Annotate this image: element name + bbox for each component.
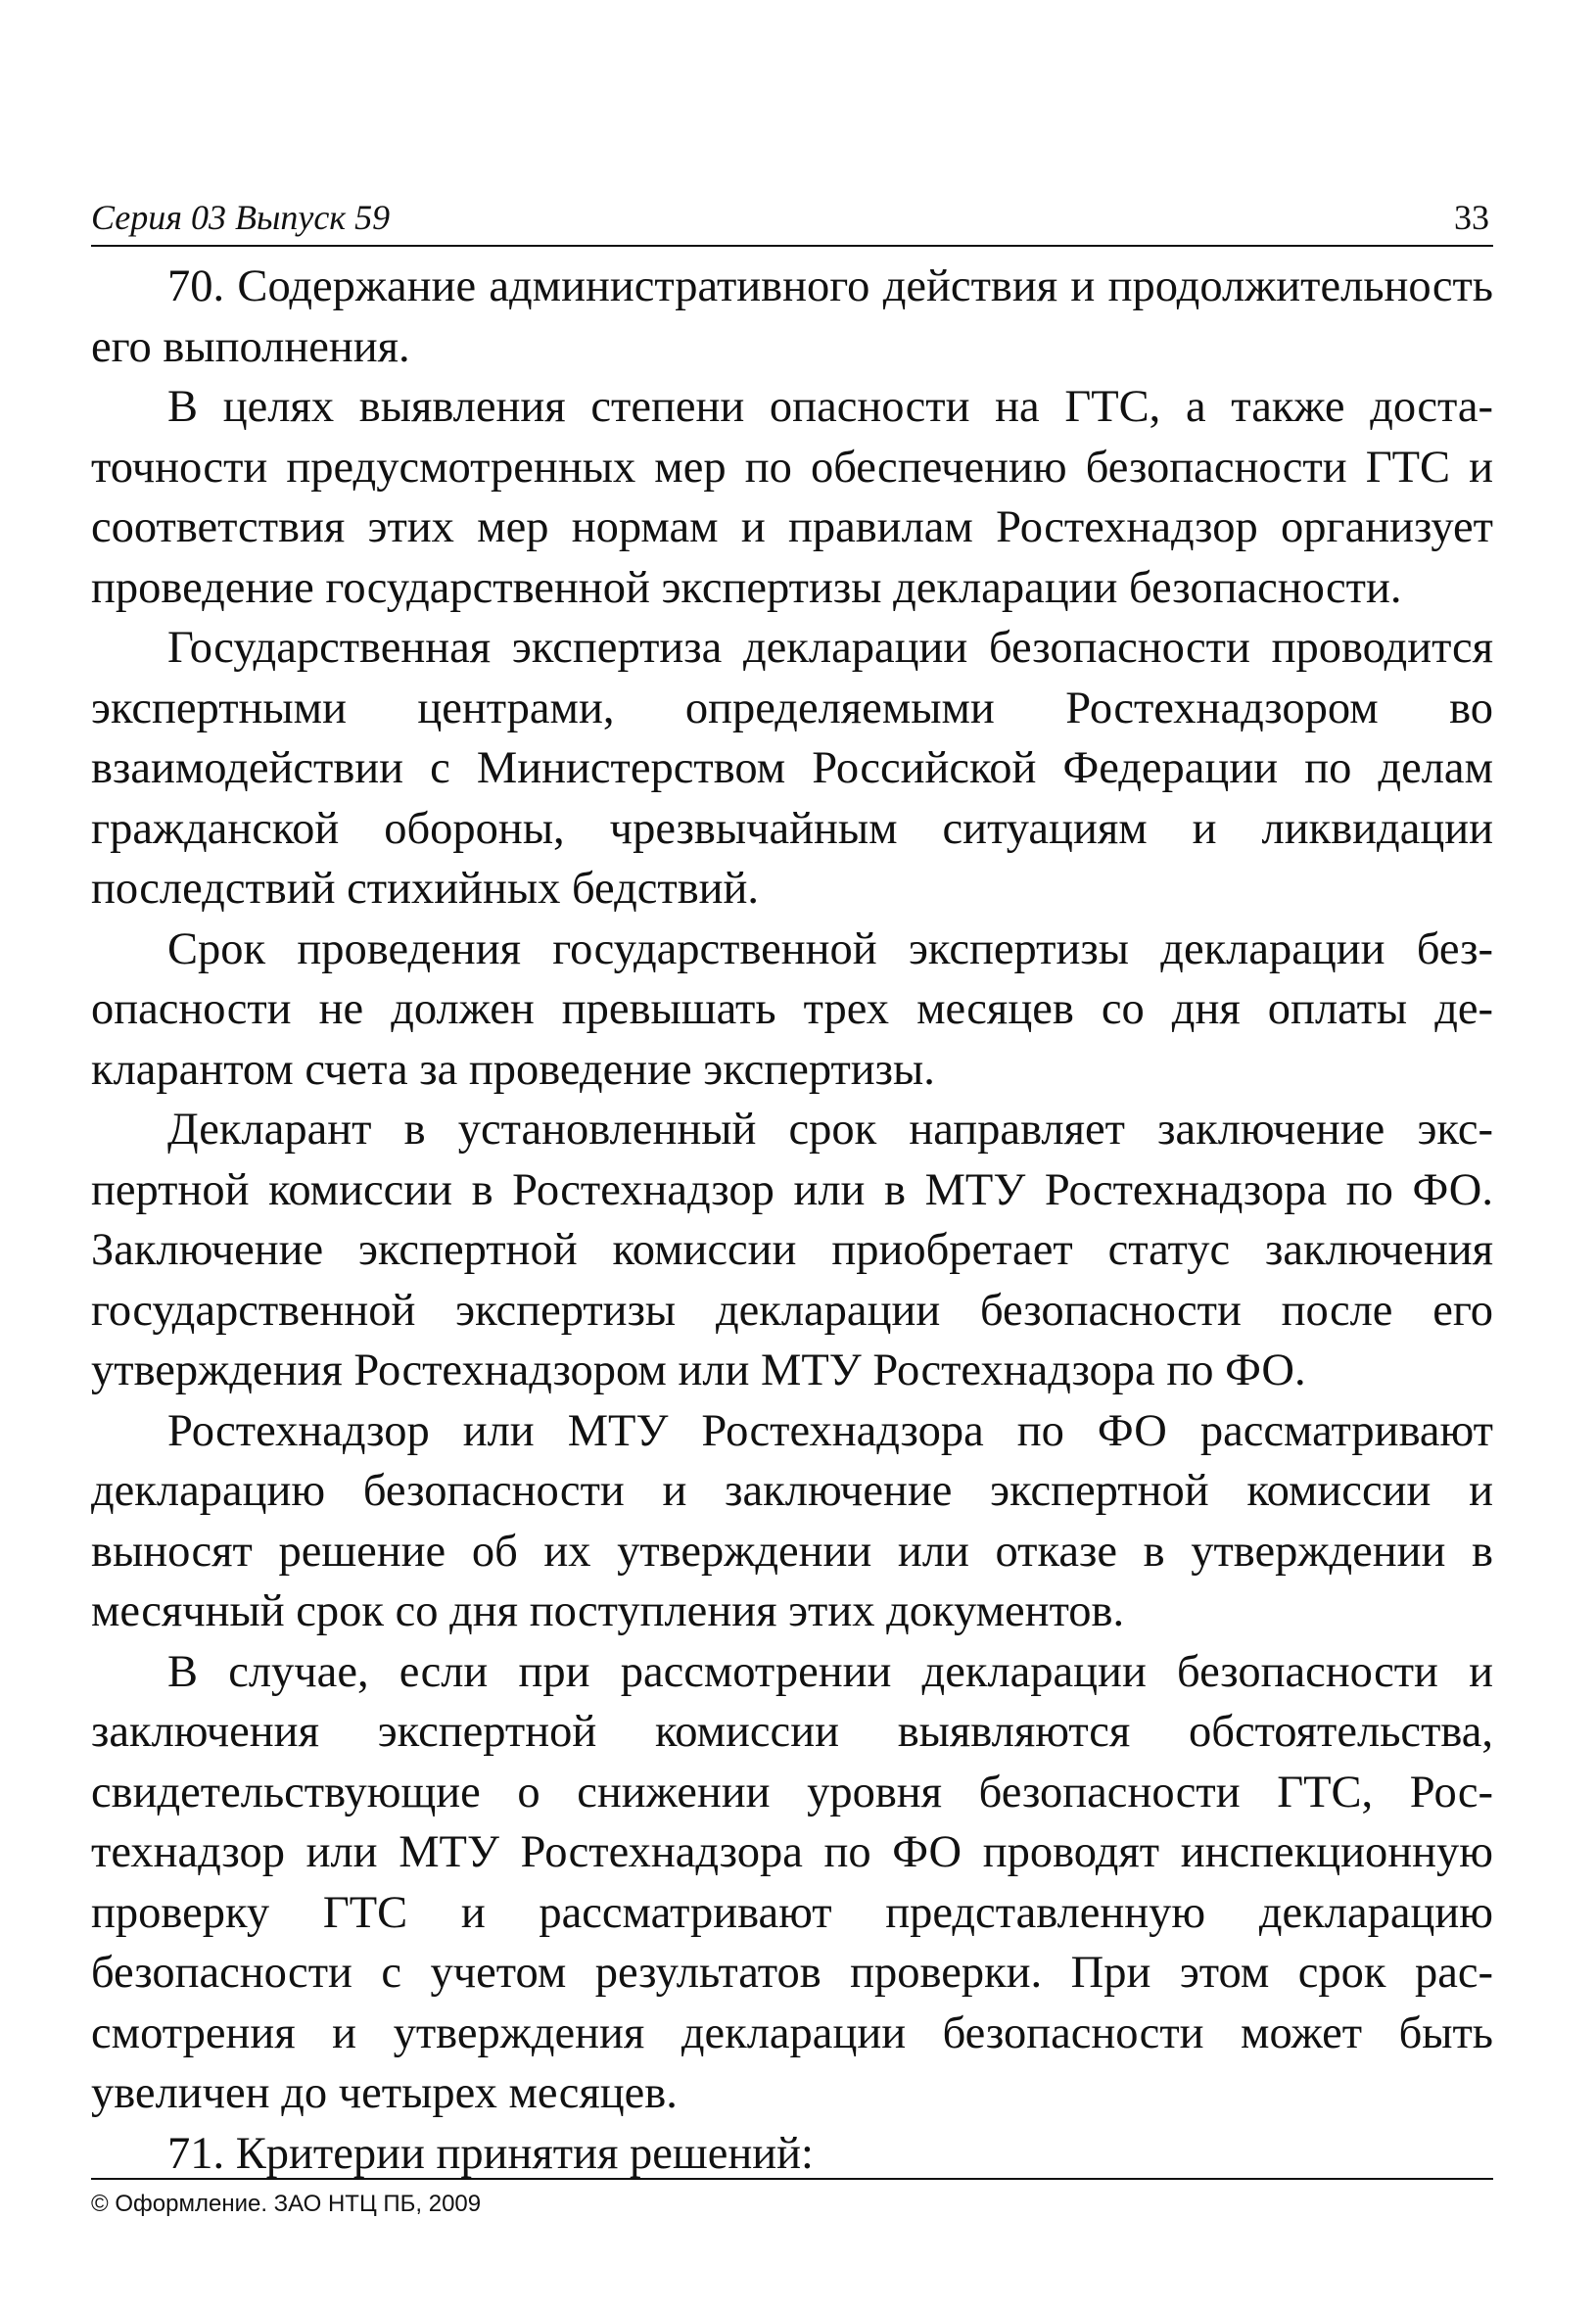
paragraph: Срок проведения государственной экспертизы декларации безопасности не должен превышать трех месяцев со дня оплаты декларантом счета за проведение экспертизы. [91,923,1493,1095]
paragraph: В целях выявления степени опасности на ГТС, а также достаточности предусмотренных мер по обеспечению безопасности ГТС и соответствия этих мер нормам и правилам Ростехнадзор организует проведение государственной экспертизы декларации безопасности. [91,382,1493,613]
paragraph-70-heading: 70. Содержание административного действия и продолжительность его выполнения. [91,261,1493,372]
body-text [91,257,1493,2184]
paragraph-71-heading: 71. Критерии принятия решений: [167,2128,814,2179]
paragraph: В случае, если при рассмотрении декларации безопасности и заключения экспертной комиссии выявляются обстоятельства, свидетельствующие о снижении уровня безопасности ГТС, Ростехнадзор или МТУ Ростехнадзора по ФО проводят инспекционную проверку ГТС и рассматривают представленную декларацию безопасности с учетом результатов проверки. При этом срок рассмотрения и утверждения декларации безопасности может быть увеличен до четырех месяцев. [91,1646,1493,2118]
paragraph: Ростехнадзор или МТУ Ростехнадзора по ФО рассматривают декларацию безопасности и заключение экспертной комиссии и выносят решение об их утверждении или отказе в утверждении в месячный срок со дня поступления этих документов. [91,1405,1493,1636]
paragraph: Государственная экспертиза декларации безопасности проводится экспертными центрами, определяемыми Ростехнадзором во взаимодействии с Министерством Российской Федерации по делам гражданской обороны, чрезвычайным ситуациям и ликвидации последствий стихийных бедствий. [91,623,1493,914]
page-number: 33 [1454,198,1489,237]
document-page [91,196,1493,2184]
series-issue-label: Серия 03 Выпуск 59 [91,198,391,237]
running-header [91,196,1493,247]
footer [91,2178,1493,2219]
copyright-notice: © Оформление. ЗАО НТЦ ПБ, 2009 [91,2191,482,2217]
paragraph: Декларант в установленный срок направляет заключение экспертной комиссии в Ростехнадзор или в МТУ Ростехнадзора по ФО. Заключение экспертной комиссии приобретает статус заключения государственной экспертизы декларации безопасности после его утверждения Ростехнадзором или МТУ Ростехнадзора по ФО. [91,1105,1493,1395]
